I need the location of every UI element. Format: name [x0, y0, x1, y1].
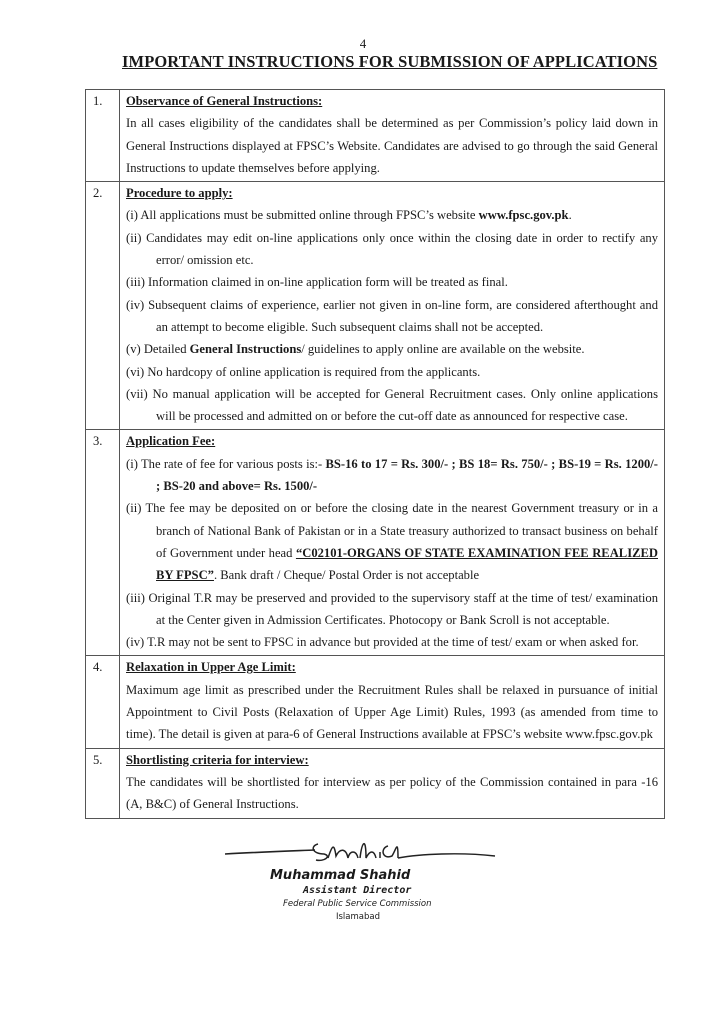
- list-item: [126, 294, 658, 339]
- signatory-designation: Assistant Director: [303, 885, 412, 896]
- section-content: [120, 748, 665, 818]
- section-row: [86, 748, 665, 818]
- item-emphasis: “C02101-ORGANS OF STATE EXAMINATION FEE REALIZED BY FPSC”: [156, 545, 658, 583]
- section-heading: Observance of General Instructions:: [126, 94, 323, 108]
- item-text: (iv) T.R may not be sent to FPSC in advance but provided at the time of test/ exam or when asked for.: [126, 635, 639, 650]
- item-text: (i) The rate of fee for various posts is:-: [126, 456, 326, 471]
- list-item: [126, 361, 658, 383]
- section-number: 4.: [86, 656, 120, 748]
- signatory-city: Islamabad: [336, 912, 380, 922]
- list-item: [126, 631, 658, 653]
- section-number: 3.: [86, 430, 120, 656]
- section-content: [120, 182, 665, 430]
- list-item: [126, 587, 658, 632]
- page-number: 4: [359, 36, 367, 51]
- section-number: 5.: [86, 748, 120, 818]
- signatory-name: Muhammad Shahid: [270, 868, 411, 883]
- section-content: [120, 430, 665, 656]
- section-heading: Application Fee:: [126, 434, 216, 449]
- item-text: . Bank draft / Cheque/ Postal Order is not acceptable: [213, 568, 480, 583]
- signatory-organization: Federal Public Service Commission: [283, 899, 432, 909]
- item-emphasis: www.fpsc.gov.pk: [478, 208, 569, 223]
- item-text: (ii) The fee may be deposited on or before the closing date in the nearest Government treasury or in a branch of National Bank of Pakistan or in a State treasury authorized to transact business on behalf of Government under head: [126, 501, 658, 560]
- section-number: 2.: [86, 182, 120, 430]
- section-body: In all cases eligibility of the candidates shall be determined as per Commission’s policy laid down in General Instructions displayed at FPSC’s Website. Candidates are advised to go through the said General Instructions to update themselves before applying.: [126, 116, 658, 175]
- item-text: (iv) Subsequent claims of experience, earlier not given in on-line form, are considered afterthought and an attempt to become eligible. Such subsequent claims shall not be accepted.: [126, 297, 658, 334]
- section-row: [86, 656, 665, 748]
- section-heading: Shortlisting criteria for interview:: [126, 752, 309, 767]
- section-body: Maximum age limit as prescribed under the Recruitment Rules shall be relaxed in pursuance of initial Appointment to Civil Posts (Relaxation of Upper Age Limit) Rules, 1993 (as amended from time to time). The detail is given at para-6 of General Instructions available at FPSC’s website www.fpsc.gov.pk: [126, 682, 658, 742]
- section-body: The candidates will be shortlisted for interview as per policy of the Commission contained in para -16 (A, B&C) of General Instructions.: [126, 774, 658, 812]
- item-emphasis: General Instructions: [189, 342, 302, 357]
- list-item: [126, 338, 658, 360]
- section-row: [86, 430, 665, 656]
- list-item: [126, 383, 658, 428]
- list-item: [126, 227, 658, 272]
- list-item: [126, 271, 658, 293]
- section-content: [120, 656, 665, 748]
- item-text: (vi) No hardcopy of online application is required from the applicants.: [126, 364, 481, 379]
- item-text: (iii) Original T.R may be preserved and provided to the supervisory staff at the time of test/ examination at the Center given in Admission Certificates. Photocopy or Bank Scroll is not acceptable.: [126, 590, 658, 627]
- instructions-table: [85, 89, 665, 819]
- item-emphasis: BS-16 to 17 = Rs. 300/- ; BS 18= Rs. 750/- ; BS-19 = Rs. 1200/- ; BS-20 and above= Rs. 1500/-: [156, 456, 658, 494]
- list-item: [126, 453, 658, 498]
- item-text: / guidelines to apply online are available on the website.: [301, 342, 585, 357]
- document-title: IMPORTANT INSTRUCTIONS FOR SUBMISSION OF APPLICATIONS: [122, 52, 658, 71]
- item-text: (iii) Information claimed in on-line application form will be treated as final.: [126, 275, 508, 290]
- list-item: [126, 204, 658, 226]
- section-number: 1.: [86, 90, 120, 182]
- section-row: [86, 90, 665, 182]
- item-text: (i) All applications must be submitted online through FPSC’s website: [126, 208, 479, 223]
- section-content: [120, 90, 665, 182]
- item-text: (v) Detailed: [126, 342, 190, 357]
- item-text: .: [568, 208, 572, 223]
- list-item: [126, 497, 658, 586]
- signature: [220, 832, 510, 868]
- section-row: [86, 182, 665, 430]
- item-text: (vii) No manual application will be accepted for General Recruitment cases. Only online applications will be processed and admitted on or before the cut-off date as announced for respective case.: [126, 386, 658, 424]
- section-heading: Procedure to apply:: [126, 186, 233, 201]
- item-text: (ii) Candidates may edit on-line applications only once within the closing date in order to rectify any error/ omission etc.: [126, 230, 658, 268]
- section-heading: Relaxation in Upper Age Limit:: [126, 660, 296, 675]
